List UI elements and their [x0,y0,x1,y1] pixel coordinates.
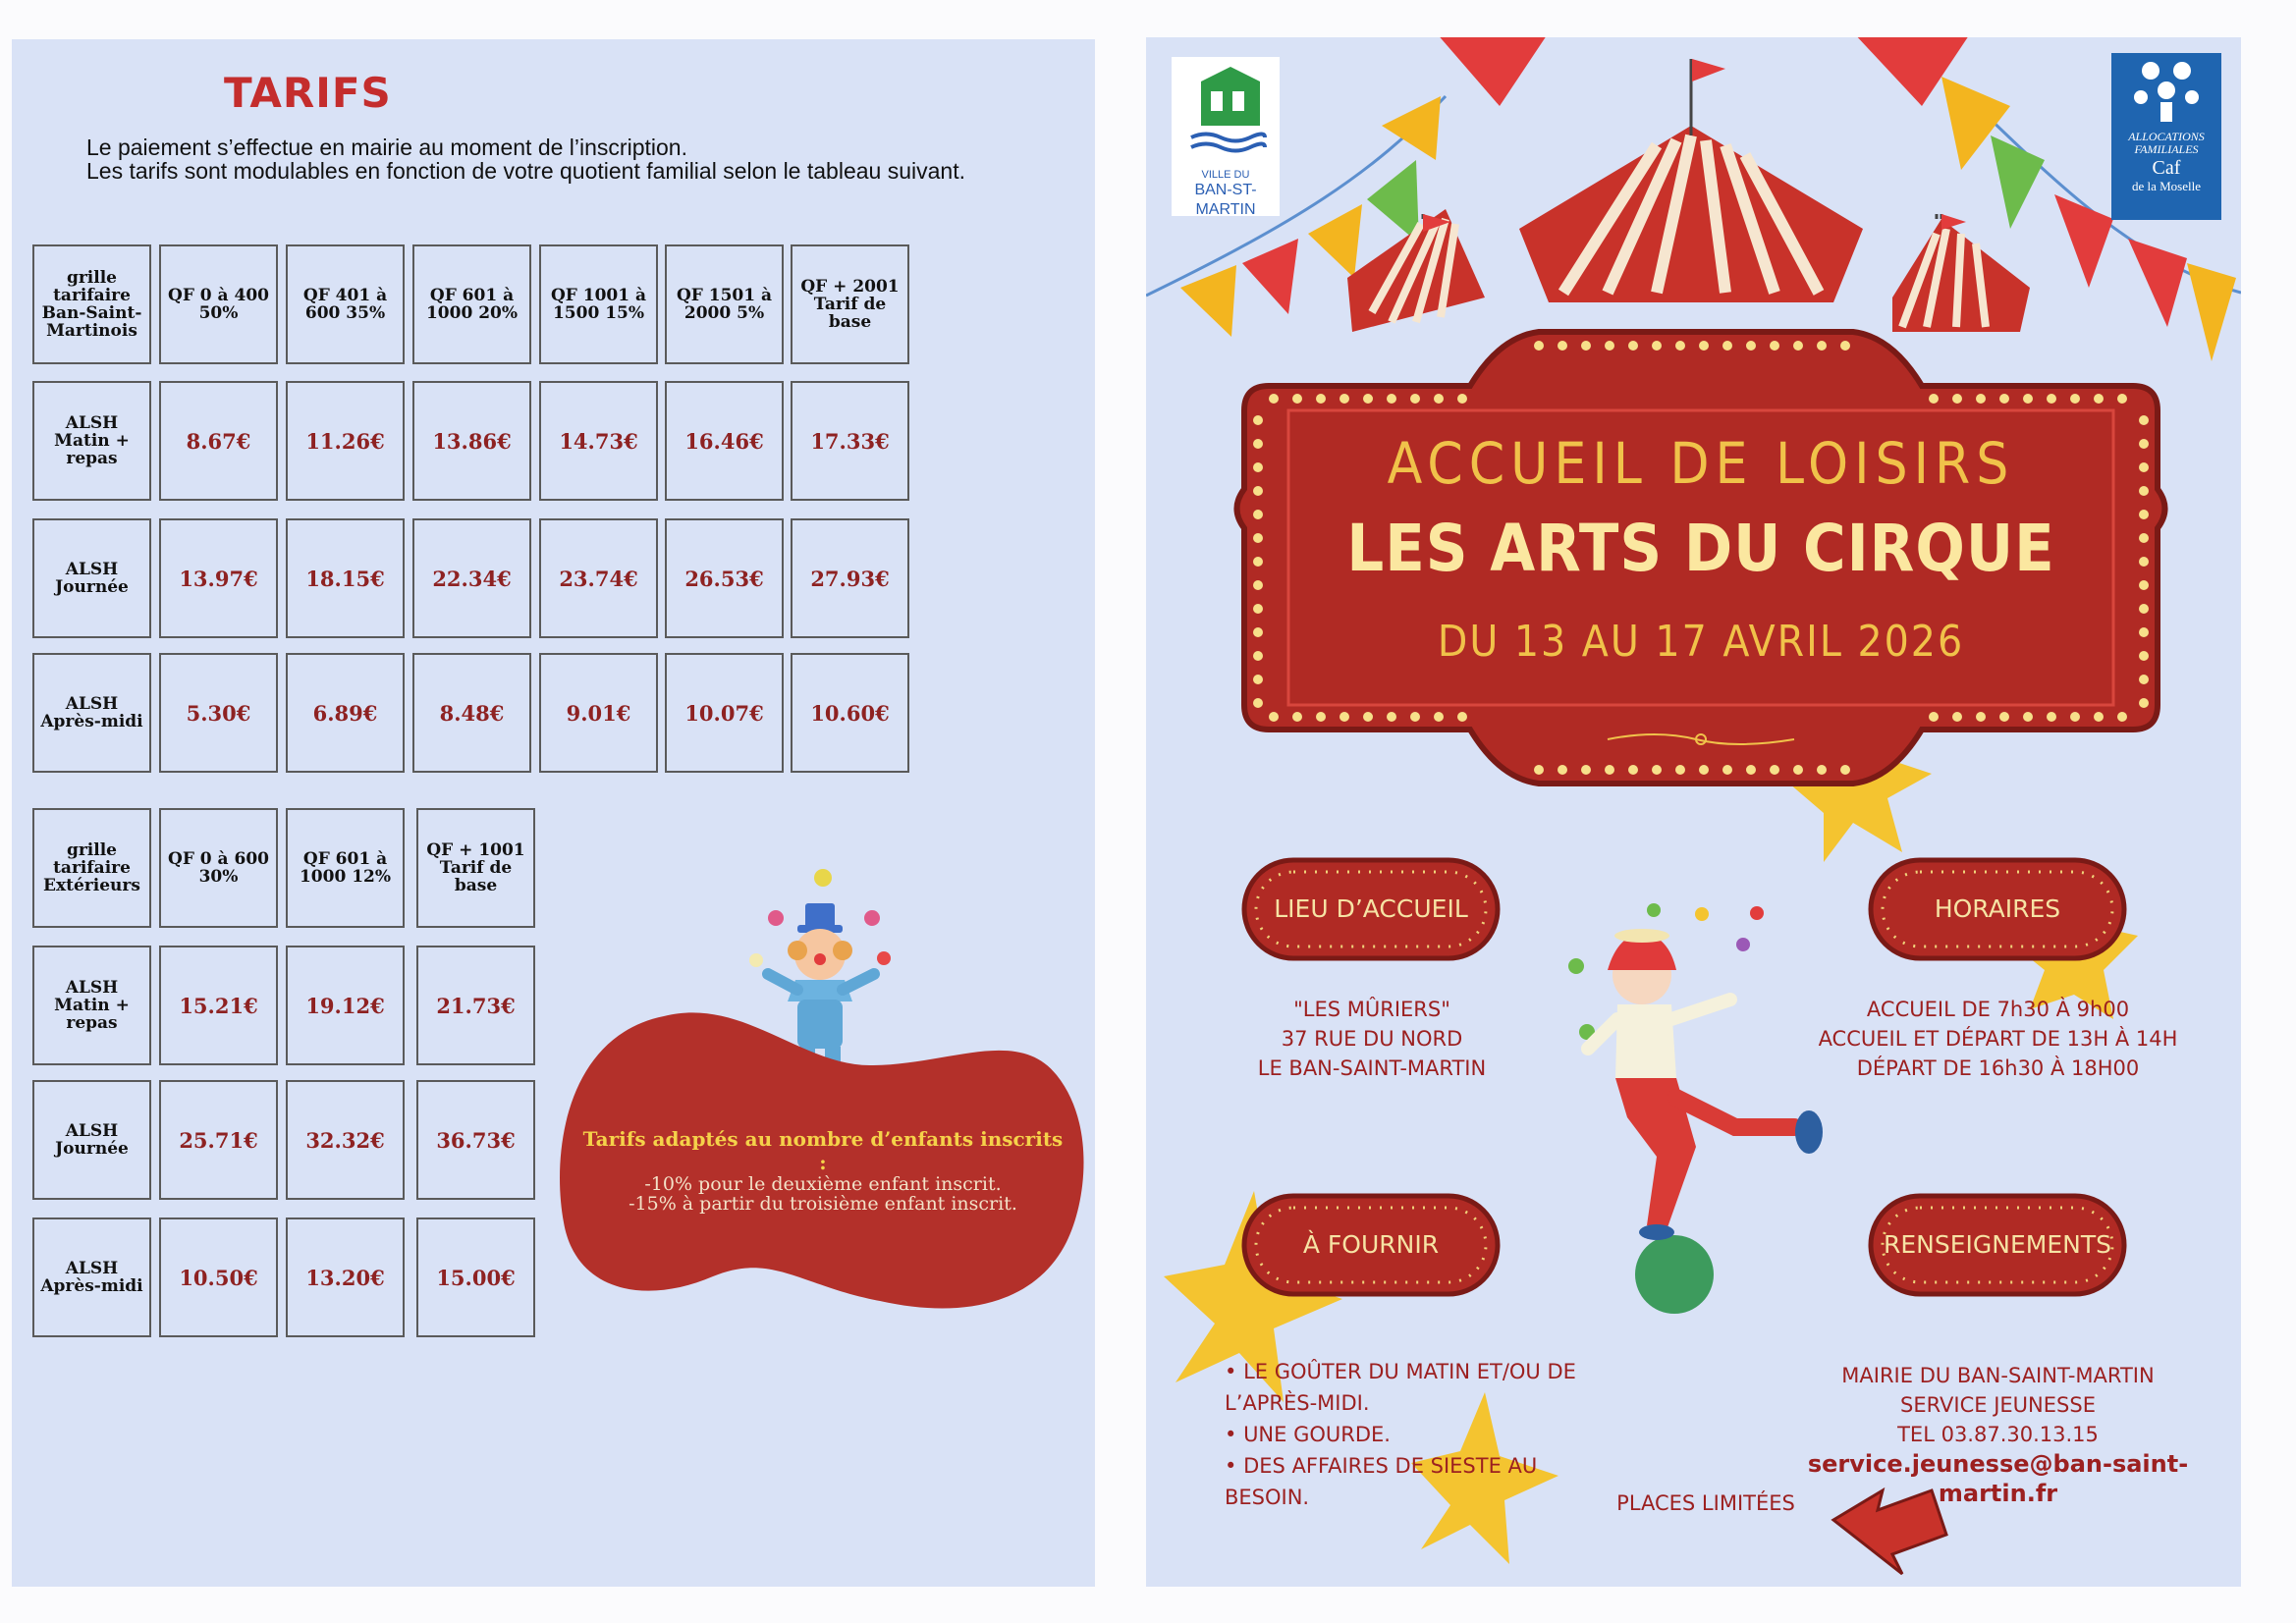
marquee-bulb [1581,341,1591,351]
table1-header: QF 0 à 400 50% [159,244,278,364]
marquee-bulb [1929,712,1939,722]
marquee-bulb [1746,765,1756,775]
table1-header: QF 601 à 1000 20% [412,244,531,364]
fournir-label: À FOURNIR [1302,1230,1440,1259]
marquee-bulb [1253,533,1263,543]
table1-cell: 9.01€ [539,653,658,773]
horaires-info [1814,995,2182,1083]
marquee-bulb [1581,765,1591,775]
marquee-bulb [1253,651,1263,661]
table1-cell: 13.97€ [159,518,278,638]
marquee-bulb [2139,580,2149,590]
intro-line-2: Les tarifs sont modulables en fonction de votre quotient familial selon le tableau suivant. [86,158,965,184]
table1-header: grille tarifaire Ban-Saint-Martinois [32,244,151,364]
marquee-bulb [1746,341,1756,351]
marquee-bulb [2139,510,2149,519]
table2-cell: 32.32€ [286,1080,405,1200]
marquee-bulb [1722,341,1732,351]
marquee-bulb [1269,394,1279,404]
marquee-bulb [1457,394,1467,404]
marquee-bulb [2117,394,2127,404]
marquee-bulb [1952,394,1962,404]
caf-family-icon [2111,53,2221,127]
marquee-bulb [2070,712,2080,722]
marquee-bulb [1253,439,1263,449]
bunting-flag [1382,96,1441,160]
table1-cell: 10.60€ [791,653,909,773]
marquee-bulb [1628,341,1638,351]
marquee-bulb [1316,394,1326,404]
town-crest-icon [1172,57,1280,165]
marquee-bulb [1929,394,1939,404]
table2-header: QF 601 à 1000 12% [286,808,405,928]
lieu-info [1205,995,1539,1083]
marquee-bulb [1253,510,1263,519]
table2-cell: 25.71€ [159,1080,278,1200]
circus-tent-center [1519,59,1863,302]
marquee-bulb [2047,394,2056,404]
table2-header: QF 0 à 600 30% [159,808,278,928]
marquee-line-3: DU 13 AU 17 AVRIL 2026 [1437,617,1965,667]
marquee-bulb [1269,712,1279,722]
table2-row-label: ALSH Matin + repas [32,946,151,1065]
marquee-bulb [2117,712,2127,722]
bunting-flag [2187,263,2236,361]
table1-cell: 18.15€ [286,518,405,638]
marquee-bulb [2139,439,2149,449]
marquee-bulb [1770,765,1779,775]
marquee-bulb [2139,533,2149,543]
lieu-accueil-label: LIEU D’ACCUEIL [1274,894,1468,923]
marquee-bulb [1363,394,1373,404]
marquee-bulb [1387,394,1396,404]
fournir-item: • LE GOÛTER DU MATIN ET/OU DE L’APRÈS-MIDI. [1225,1360,1576,1415]
marquee-bulb [1605,765,1614,775]
bunting-flag [2128,239,2187,327]
discount-title: Tarifs adaptés au nombre d’enfants inscrits : [582,1127,1064,1174]
marquee-bulb [1675,341,1685,351]
horaires-line: DÉPART DE 16h30 À 18H00 [1856,1056,2140,1080]
marquee-bulb [1628,765,1638,775]
bunting-flag [1242,239,1298,314]
renseignements-info [1775,1361,2221,1508]
table1-cell: 8.48€ [412,653,531,773]
discount-text [577,1127,1068,1214]
marquee-bulb [1534,341,1544,351]
table2-cell: 36.73€ [416,1080,535,1200]
marquee-bulb [1952,712,1962,722]
table2-header: grille tarifaire Extérieurs [32,808,151,928]
marquee-bulb [2094,394,2104,404]
marquee-bulb [2023,712,2033,722]
table2-cell: 19.12€ [286,946,405,1065]
marquee-bulb [1999,712,2009,722]
marquee-bulb [1652,341,1662,351]
renseignements-label: RENSEIGNEMENTS [1884,1230,2111,1259]
caf-line-3: Caf [2152,157,2181,179]
clown-on-ball-illustration [1568,903,1823,1314]
marquee-bulb [1840,341,1850,351]
horaires-label: HORAIRES [1934,894,2061,923]
table1-row-label: ALSH Journée [32,518,151,638]
table2-cell: 15.21€ [159,946,278,1065]
table2-cell: 21.73€ [416,946,535,1065]
marquee-bulb [2139,627,2149,637]
marquee-bulb [1316,712,1326,722]
contact-email-link[interactable]: service.jeunesse@ban-saint-martin.fr [1807,1450,2189,1507]
marquee-bulb [1770,341,1779,351]
renseignements-line: SERVICE JEUNESSE [1900,1393,2096,1417]
lieu-line: "LES MÛRIERS" [1293,998,1450,1021]
table1-cell: 14.73€ [539,381,658,501]
table1-cell: 22.34€ [412,518,531,638]
table1-header: QF + 2001 Tarif de base [791,244,909,364]
marquee-bulb [1253,557,1263,567]
fournir-item: • UNE GOURDE. [1225,1423,1391,1446]
marquee-bulb [2139,415,2149,425]
marquee-bulb [1339,394,1349,404]
table1-header: QF 1001 à 1500 15% [539,244,658,364]
logo-ville-ban-saint-martin [1172,57,1280,216]
horaires-line: ACCUEIL ET DÉPART DE 13H À 14H [1818,1027,2178,1051]
marquee-bulb [1722,765,1732,775]
marquee-bulb [1410,712,1420,722]
table1-cell: 13.86€ [412,381,531,501]
marquee-bulb [2139,651,2149,661]
table1-header: QF 401 à 600 35% [286,244,405,364]
flyer-panel [1146,37,2241,1587]
marquee-bulb [1675,765,1685,775]
logo-caf-moselle [2111,53,2221,220]
table2-cell: 15.00€ [416,1217,535,1337]
marquee-bulb [1699,765,1709,775]
marquee-bulb [1253,486,1263,496]
table1-row-label: ALSH Après-midi [32,653,151,773]
table1-cell: 16.46€ [665,381,784,501]
marquee-bulb [1253,580,1263,590]
marquee-bulb [1253,462,1263,472]
table1-cell: 5.30€ [159,653,278,773]
table1-cell: 11.26€ [286,381,405,501]
marquee-bulb [1840,765,1850,775]
marquee-bulb [1817,341,1827,351]
marquee-bulb [1976,394,1986,404]
marquee-bulb [1558,765,1567,775]
marquee-bulb [2094,712,2104,722]
juggling-ball [814,869,832,887]
lieu-line: 37 RUE DU NORD [1281,1027,1463,1051]
marquee-bulb [2139,462,2149,472]
marquee-bulb [1434,712,1444,722]
lieu-line: LE BAN-SAINT-MARTIN [1257,1056,1487,1080]
caf-line-4: de la Moselle [2131,179,2202,193]
juggling-ball [749,953,763,967]
marquee-bulb [1253,415,1263,425]
marquee-bulb [2139,698,2149,708]
table1-cell: 27.93€ [791,518,909,638]
marquee-bulb [2139,557,2149,567]
table2-cell: 10.50€ [159,1217,278,1337]
marquee-bulb [1339,712,1349,722]
table2-header: QF + 1001 Tarif de base [416,808,535,928]
marquee-bulb [2070,394,2080,404]
logo-ville-line-2: BAN-ST-MARTIN [1194,182,1257,218]
caf-line-2: FAMILIALES [2134,142,2199,156]
discount-line-1: -10% pour le deuxième enfant inscrit. [644,1173,1002,1195]
circus-tent-left [1347,209,1485,332]
marquee-bulb [1999,394,2009,404]
table2-row-label: ALSH Après-midi [32,1217,151,1337]
marquee-bulb [1410,394,1420,404]
marquee-bulb [1793,765,1803,775]
fournir-item: • DES AFFAIRES DE SIESTE AU BESOIN. [1225,1454,1538,1509]
bunting-flag [1367,160,1419,243]
renseignements-line: MAIRIE DU BAN-SAINT-MARTIN [1841,1364,2155,1387]
juggling-ball [768,910,784,926]
marquee-line-1: ACCUEIL DE LOISIRS [1387,430,2015,497]
bunting-flag [1436,37,1549,106]
marquee-bulb [1699,341,1709,351]
marquee-bulb [1457,712,1467,722]
marquee-bulb [1253,698,1263,708]
table1-cell: 23.74€ [539,518,658,638]
table1-cell: 17.33€ [791,381,909,501]
marquee-bulb [1253,604,1263,614]
marquee-bulb [2139,604,2149,614]
places-limitees: PLACES LIMITÉES [1616,1491,1795,1515]
ornament-divider [1598,725,1804,761]
marquee-bulb [2139,675,2149,684]
marquee-bulb [1292,712,1302,722]
table1-cell: 10.07€ [665,653,784,773]
horaires-line: ACCUEIL DE 7h30 À 9h00 [1866,998,2130,1021]
bunting-flag [1991,135,2045,229]
marquee-bulb [2023,394,2033,404]
marquee-bulb [1292,394,1302,404]
marquee-bulb [1652,765,1662,775]
table1-cell: 6.89€ [286,653,405,773]
marquee-line-2: LES ARTS DU CIRQUE [1346,511,2055,586]
marquee-bulb [1434,394,1444,404]
table1-header: QF 1501 à 2000 5% [665,244,784,364]
marquee-bulb [1793,341,1803,351]
renseignements-line: TEL 03.87.30.13.15 [1897,1423,2099,1446]
marquee-bulb [1976,712,1986,722]
caf-line-1: ALLOCATIONS [2128,130,2205,143]
marquee-bulb [1558,341,1567,351]
marquee-bulb [2139,486,2149,496]
marquee-bulb [2047,712,2056,722]
juggling-ball [864,910,880,926]
marquee-bulb [1817,765,1827,775]
intro-line-1: Le paiement s’effectue en mairie au moment de l’inscription. [86,135,687,160]
fournir-list [1225,1356,1617,1513]
tarifs-intro [86,135,1059,183]
table1-cell: 26.53€ [665,518,784,638]
tarifs-title: TARIFS [224,69,392,117]
scroll-ornament-icon [1598,725,1804,754]
marquee-bulb [1387,712,1396,722]
table1-row-label: ALSH Matin + repas [32,381,151,501]
marquee-bulb [1534,765,1544,775]
logo-ville-line-1: VILLE DU [1201,169,1250,181]
marquee-bulb [1253,675,1263,684]
marquee-bulb [1253,627,1263,637]
marquee-bulb [1363,712,1373,722]
table2-row-label: ALSH Journée [32,1080,151,1200]
bunting-flag [1308,204,1362,278]
discount-line-2: -15% à partir du troisième enfant inscrit. [629,1193,1017,1215]
table2-cell: 13.20€ [286,1217,405,1337]
marquee-bulb [1605,341,1614,351]
table1-cell: 8.67€ [159,381,278,501]
bunting-flag [2054,194,2113,288]
juggling-ball [877,951,891,965]
circus-background [1146,37,2241,1587]
